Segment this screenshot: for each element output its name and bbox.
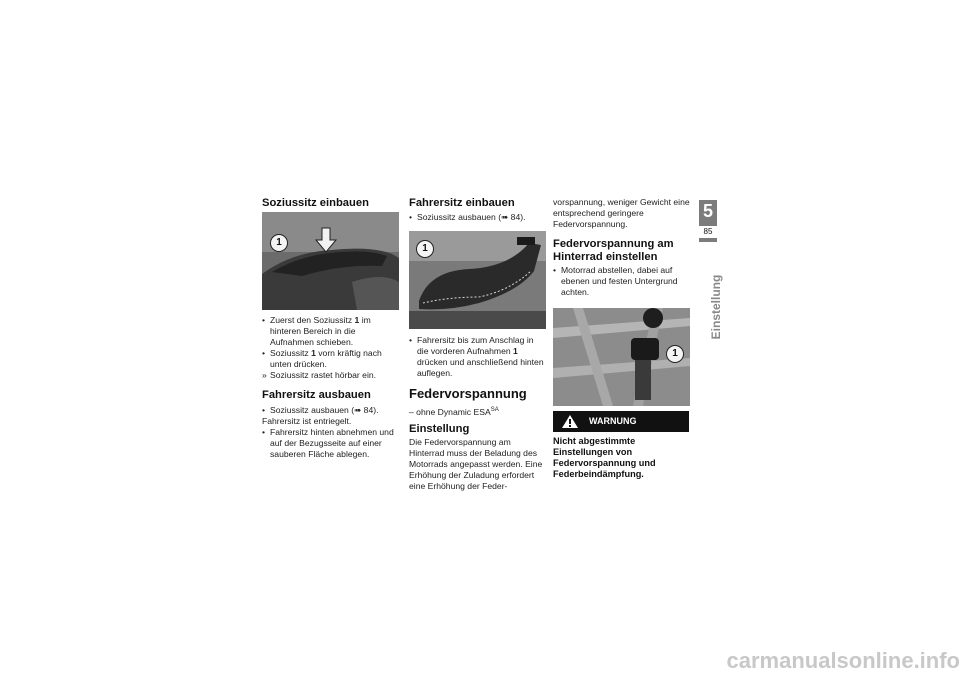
list-item: • Soziussitz 1 vorn kräftig nach unten drücken.	[262, 348, 382, 369]
page-ref-arrow-icon: ➠	[354, 405, 362, 415]
bullet: •	[262, 315, 266, 325]
figure-rear-suspension	[553, 308, 690, 406]
bullet: •	[262, 405, 266, 415]
bullet: •	[262, 427, 266, 437]
list-item: • Soziussitz ausbauen (➠ 84).	[262, 405, 379, 415]
step-install-rider-seat	[409, 335, 547, 379]
list-item: • Motorrad abstellen, dabei auf ebenen und festen Untergrund achten.	[553, 265, 678, 297]
heading-preload-rear-wheel: Federvorspannung am Hinterrad einstellen	[553, 238, 674, 263]
status-text: Fahrersitz ist entriegelt.	[262, 416, 352, 426]
heading-fahrersitz-ausbauen: Fahrersitz ausbauen	[262, 389, 371, 401]
figure-rider-seat	[409, 231, 546, 329]
heading-soziussitz-einbauen: Soziussitz einbauen	[262, 197, 369, 209]
figure-callout-1: 1	[270, 234, 288, 252]
step-remove-pillion	[409, 212, 547, 223]
page-number: 85	[699, 226, 717, 238]
option-line: – ohne Dynamic $ESA^{SA}$	[409, 406, 499, 417]
warning-label: WARNUNG	[589, 416, 637, 426]
ref-1: 1	[513, 346, 518, 356]
steps-install-pillion	[262, 315, 400, 381]
page-ref: 84).	[508, 212, 526, 222]
list-item: • Fahrersitz bis zum Anschlag in die vorderen Aufnahmen 1 drücken und anschließend hinten auflegen.	[409, 335, 544, 378]
pillion-seat-illustration	[262, 212, 399, 310]
bullet: •	[409, 335, 413, 345]
heading-einstellung: Einstellung	[409, 423, 470, 435]
page-ref-arrow-icon: ➠	[501, 212, 509, 222]
warning-text: Nicht abgestimmte Einstellungen von Federvorspannung und Federbeindämpfung.	[553, 436, 656, 479]
paragraph-continued: vorspannung, weniger Gewicht eine entsprechend geringere Federvorspannung.	[553, 197, 690, 229]
list-item-result: » Soziussitz rastet hörbar ein.	[262, 370, 377, 380]
ref-1: 1	[311, 348, 316, 358]
option-superscript: SA	[490, 407, 499, 413]
figure-pillion-seat	[262, 212, 399, 310]
chapter-number: 5	[702, 201, 713, 221]
ref-1: 1	[354, 315, 360, 325]
result-marker: »	[262, 370, 267, 380]
heading-fahrersitz-einbauen: Fahrersitz einbauen	[409, 197, 515, 209]
step-park-motorcycle	[553, 265, 691, 298]
bullet: •	[409, 212, 413, 222]
dash: –	[409, 406, 414, 417]
watermark: carmanualsonline.info	[726, 648, 960, 673]
chapter-side-label: Einstellung	[709, 274, 723, 340]
list-item: • Zuerst den Soziussitz 1 im hinteren Bereich in die Aufnahmen schieben.	[262, 315, 371, 347]
bullet: •	[553, 265, 557, 275]
chapter-tab	[699, 200, 717, 242]
paragraph-spring-preload: Die Federvorspannung am Hinterrad muss der Beladung des Motorrads angepasst werden. Eine Erhöhung der Zuladung erfordert eine Erhöhung der Feder-	[409, 437, 543, 491]
warning-banner	[553, 411, 689, 432]
steps-remove-rider-seat	[262, 405, 400, 460]
bullet: •	[262, 348, 266, 358]
warning-triangle-icon	[562, 415, 578, 428]
page-ref: 84).	[361, 405, 379, 415]
figure-callout-1: 1	[666, 345, 684, 363]
list-item: • Fahrersitz hinten abnehmen und auf der Bezugsseite auf einer sauberen Fläche ablegen.	[262, 427, 394, 459]
list-item: • Soziussitz ausbauen (➠ 84).	[409, 212, 526, 222]
heading-federvorspannung: Federvorspannung	[409, 386, 527, 401]
figure-callout-1: 1	[416, 240, 434, 258]
